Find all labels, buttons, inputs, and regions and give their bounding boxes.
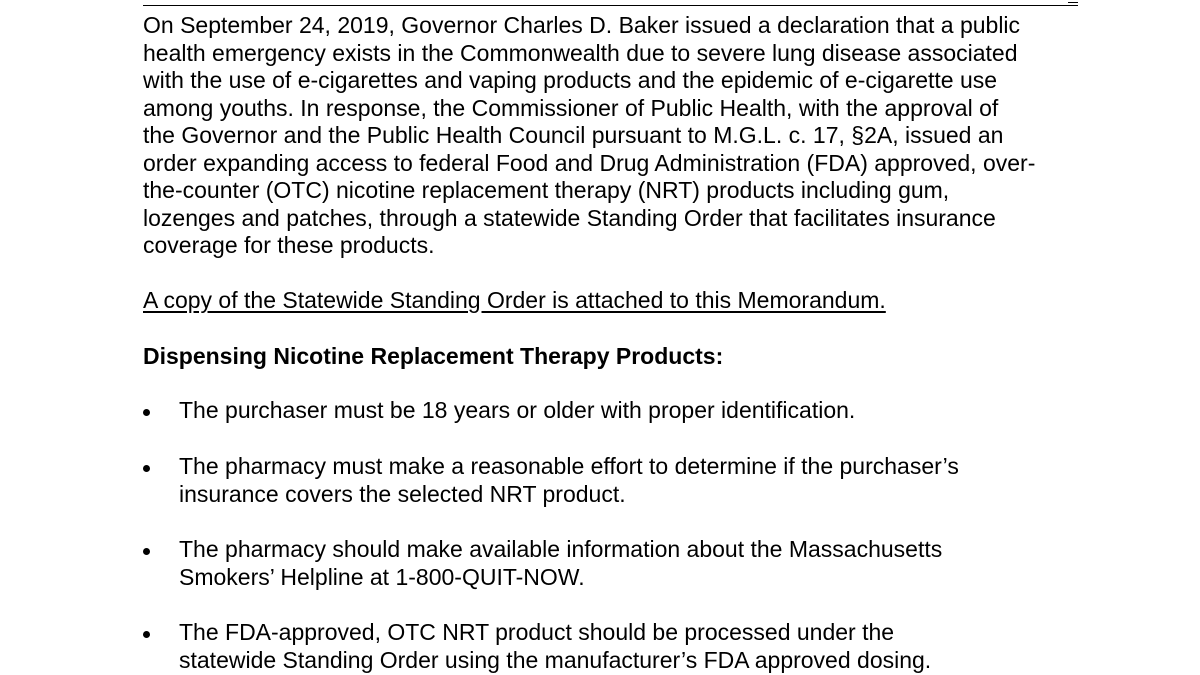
list-item-text: The pharmacy should make available information about the Massachusetts Smokers’ Helpline at 1-800-QUIT-NOW. <box>179 536 943 590</box>
bullet-icon <box>143 548 150 555</box>
section-heading: Dispensing Nicotine Replacement Therapy Products: <box>143 343 724 369</box>
intro-line: among youths. In response, the Commissioner of Public Health, with the approval of <box>143 94 999 121</box>
top-rule-end-mark <box>1068 2 1078 3</box>
attachment-note: A copy of the Statewide Standing Order is attached to this Memorandum. <box>143 287 886 313</box>
list-item-text: The FDA-approved, OTC NRT product should be processed under the statewide Standing Order using the manufacturer’s FDA approved dosing. <box>179 619 932 673</box>
intro-line: order expanding access to federal Food and Drug Administration (FDA) approved, over- <box>143 149 1036 176</box>
intro-line: with the use of e-cigarettes and vaping products and the epidemic of e-cigarette use <box>143 67 998 93</box>
intro-line: On September 24, 2019, Governor Charles D. Baker issued a declaration that a public <box>143 12 1021 38</box>
intro-line: coverage for these products. <box>143 232 435 258</box>
top-rule <box>143 5 1078 6</box>
bullet-icon <box>143 465 150 472</box>
intro-line: the-counter (OTC) nicotine replacement therapy (NRT) products including gum, <box>143 177 950 203</box>
intro-line: health emergency exists in the Commonwealth due to severe lung disease associated <box>143 39 1018 66</box>
bullet-icon <box>143 409 150 416</box>
list-item-text: The purchaser must be 18 years or older with proper identification. <box>179 397 856 423</box>
intro-line: the Governor and the Public Health Council pursuant to M.G.L. c. 17, §2A, issued an <box>143 122 1004 148</box>
intro-line: lozenges and patches, through a statewide Standing Order that facilitates insurance <box>143 204 996 231</box>
list-item-text: The pharmacy must make a reasonable effort to determine if the purchaser’s insurance covers the selected NRT product. <box>179 453 959 507</box>
bullet-icon <box>143 631 150 638</box>
intro-paragraph <box>143 12 1078 260</box>
